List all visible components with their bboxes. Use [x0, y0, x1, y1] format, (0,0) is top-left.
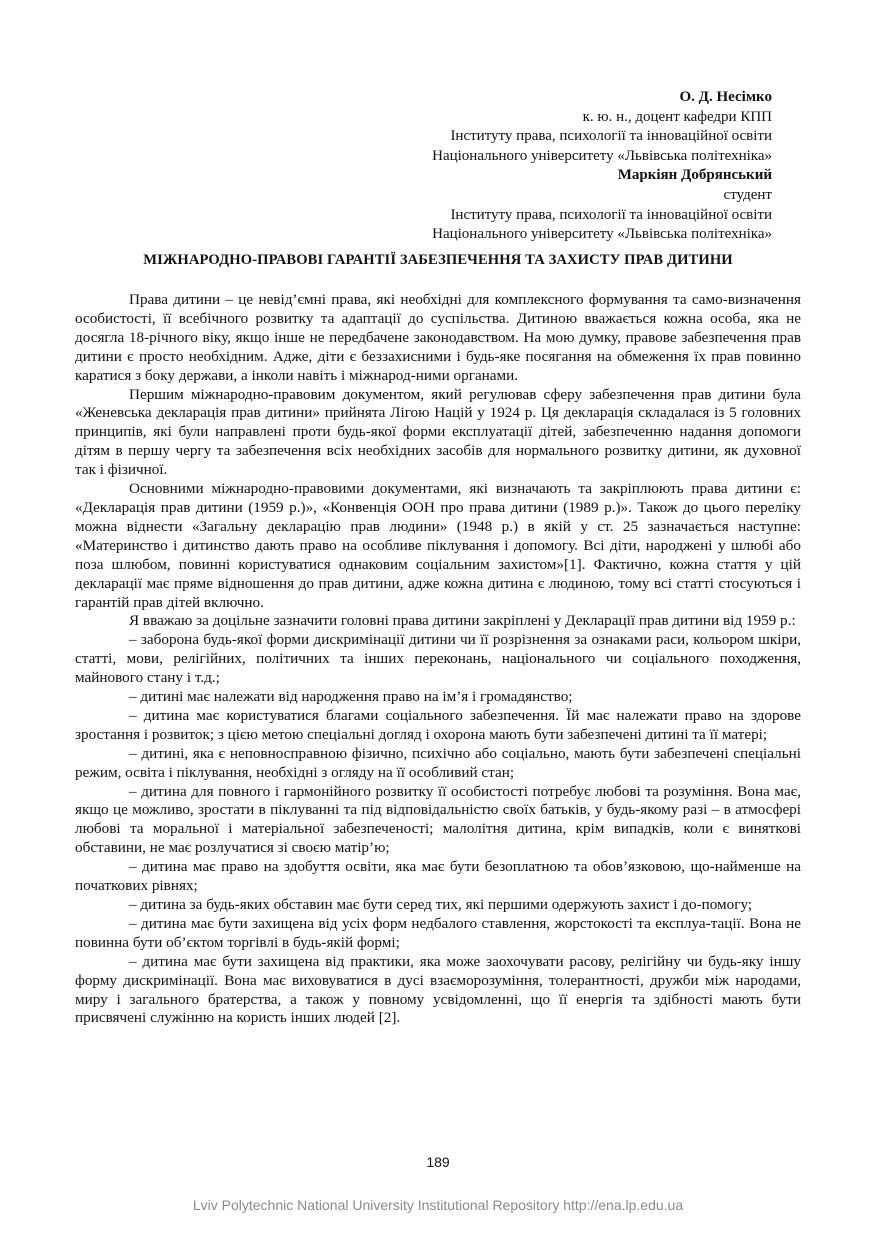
list-item: – заборона будь-якої форми дискримінації дитини чи її розрізнення за ознаками раси, кольором шкіри, статті, мови, релігійних, політичних та інших переконань, національного чи соціального походження, майнового стану і т.д.;	[75, 631, 801, 687]
paper-body	[75, 291, 801, 1028]
list-item: – дитина має право на здобуття освіти, яка має бути безоплатною та обов’язковою, що-найменше на початкових рівнях;	[75, 858, 801, 895]
author-university: Національного університету «Львівська політехніка»	[432, 147, 772, 164]
coauthor-name: Маркіян Добрянський	[617, 167, 772, 184]
list-item: – дитина має бути захищена від усіх форм недбалого ставлення, жорстокості та експлуа-тації. Вона не повинна бути об’єктом торгівлі в будь-якій формі;	[75, 914, 801, 951]
list-item: – дитина для повного і гармонійного розвитку її особистості потребує любові та розуміння. Вона має, якщо це можливо, зростати в піклуванні та під відповідальністю своїх батьків, у будь-якому разі – в атмосфері любові та моральної і матеріальної забезпеченості; малолітня дитина, крім випадків, коли є виняткові обставини, не має розлучатися зі своєю матір’ю;	[75, 782, 801, 857]
author-name: О. Д. Несімко	[679, 89, 772, 105]
author-block	[432, 88, 772, 245]
list-item: – дитина за будь-яких обставин має бути серед тих, які першими одержують захист і до-помогу;	[129, 896, 753, 913]
coauthor-position: студент	[723, 186, 772, 203]
author-institute: Інституту права, психології та інноваційної освіти	[450, 128, 772, 145]
list-item: – дитині має належати від народження право на ім’я і громадянство;	[129, 688, 573, 706]
coauthor-university: Національного університету «Львівська політехніка»	[432, 226, 772, 243]
coauthor-institute: Інституту права, психології та інноваційної освіти	[450, 206, 772, 223]
body-paragraph: Права дитини – це невід’ємні права, які необхідні для комплексного формування та само-визначення особистості, її всебічного розвитку та адаптації до суспільства. Дитиною вважається кожна особа, яка не досягла 18-річного віку, якщо інше не передбачене законодавством. На мою думку, правове забезпечення прав дитини є просто необхідним. Адже, діти є беззахисними і будь-яке посягання на обмеження їх прав повинно каратися з боку держави, а інколи навіть і міжнарод-ними органами.	[75, 291, 801, 384]
body-paragraph: Я вважаю за доцільне зазначити головні права дитини закріплені у Декларації прав дитини від 1959 р.:	[129, 612, 796, 630]
list-item: – дитина має користуватися благами соціального забезпечення. Їй має належати право на здорове зростання і розвиток; з цією метою спеціальні догляд і охорона мають бути забезпечені дитині та її матері;	[75, 706, 801, 743]
repository-footer: Lviv Polytechnic National University Institutional Repository http://ena.lp.edu.ua	[192, 1197, 684, 1213]
list-item: – дитина має бути захищена від практики, яка може заохочувати расову, релігійну чи будь-яку іншу форму дискримінації. Вона має виховуватися в дусі взаєморозуміння, толерантності, дружби між народами, миру і загального братерства, а також у повному усвідомленні, що її енергія та здібності мають бути присвячені служінню на користь інших людей [2].	[75, 952, 801, 1027]
author-position: к. ю. н., доцент кафедри КПП	[582, 108, 772, 125]
list-item: – дитині, яка є неповносправною фізично, психічно або соціально, мають бути забезпечені спеціальні режим, освіта і піклування, необхідні з огляду на її особливий стан;	[75, 744, 801, 781]
paper-title: МІЖНАРОДНО-ПРАВОВІ ГАРАНТІЇ ЗАБЕЗПЕЧЕННЯ ТА ЗАХИСТУ ПРАВ ДИТИНИ	[143, 252, 733, 268]
body-paragraph: Основними міжнародно-правовими документами, які визначають та закріплюють права дитини є: «Декларація прав дитини (1959 р.)», «Конвенція ООН про права дитини (1989 р.)». Також до цього переліку можна віднести «Загальну декларацію прав людини» (1948 р.) в якій у ст. 25 зазначається наступне: «Материнство і дитинство дають право на особливе піклування і допомогу. Всі діти, народжені у шлюбі або поза шлюбом, повинні користуватися однаковим соціальним захистом»[1]. Фактично, кожна стаття у цій декларації має пряме відношення до прав дитини, адже кожна дитина є людиною, тому всі статті стосуються і гарантій прав дітей включно.	[75, 480, 801, 611]
page-number: 189	[426, 1154, 450, 1170]
body-paragraph: Першим міжнародно-правовим документом, який регулював сферу забезпечення прав дитини була «Женевська декларація прав дитини» прийнята Лігою Націй у 1924 р. Ця декларація складалася із 5 головних принципів, які були направлені проти будь-якої форми експлуатації дітей, забезпеченню надання допомоги дітям в першу чергу та забезпечення всіх необхідних засобів для нормального розвитку дитини, як духовної так і фізичної.	[75, 385, 801, 479]
